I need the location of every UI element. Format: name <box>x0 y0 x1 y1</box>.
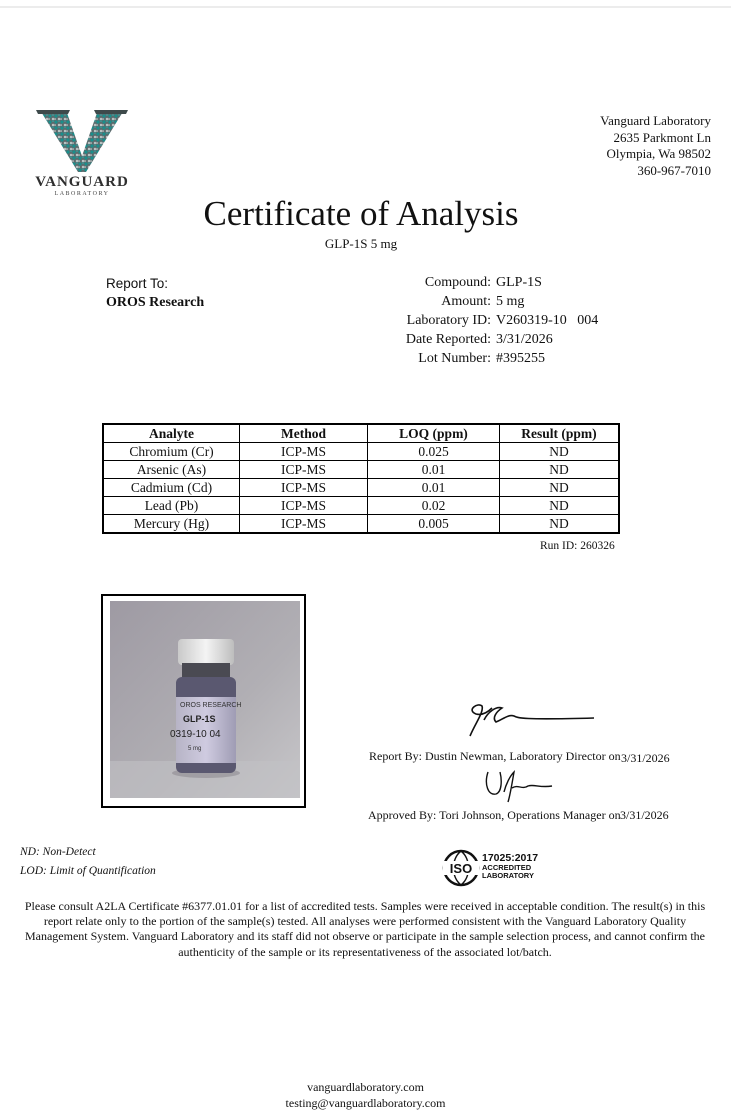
info-row-date-reported <box>350 330 598 349</box>
loq-cell: 0.005 <box>368 515 500 534</box>
sample-photo-frame <box>101 594 306 808</box>
analyte-cell: Arsenic (As) <box>103 461 240 479</box>
result-cell: ND <box>500 497 620 515</box>
report-to-block <box>106 274 204 312</box>
iso-accreditation-mark <box>441 849 541 887</box>
approved-by-date: 3/31/2026 <box>620 808 669 822</box>
method-cell: ICP-MS <box>240 515 368 534</box>
vanguard-v-icon <box>30 108 134 174</box>
top-border-line <box>0 6 731 8</box>
lab-city: Olympia, Wa 98502 <box>606 146 711 161</box>
info-value: #395255 <box>496 351 545 366</box>
info-row-compound <box>350 273 598 292</box>
lab-address <box>600 113 711 179</box>
info-value: 3/31/2026 <box>496 332 553 347</box>
info-label: Compound: <box>424 275 491 290</box>
dustin-newman-signature-icon <box>462 700 602 746</box>
loq-cell: 0.025 <box>368 443 500 461</box>
legend-lod: LOD: Limit of Quantification <box>20 865 156 877</box>
column-header-method: Method <box>240 424 368 443</box>
report-to-label: Report To: <box>106 276 169 291</box>
method-cell: ICP-MS <box>240 443 368 461</box>
loq-cell: 0.01 <box>368 479 500 497</box>
column-header-loq: LOQ (ppm) <box>368 424 500 443</box>
method-cell: ICP-MS <box>240 497 368 515</box>
vial-size-text: 5 mg <box>188 746 202 752</box>
info-label: Lot Number: <box>418 351 491 366</box>
result-cell: ND <box>500 443 620 461</box>
table-row <box>103 461 619 479</box>
vial-product-text: GLP-1S <box>183 714 216 724</box>
analyte-results-table <box>102 423 620 534</box>
vial-brand-text: OROS RESEARCH <box>180 702 242 709</box>
iso-standard: 17025:2017 <box>482 852 539 864</box>
info-label: Laboratory ID: <box>406 313 491 328</box>
report-to-organization: OROS Research <box>106 295 205 310</box>
sample-vial-photo <box>110 601 300 798</box>
result-cell: ND <box>500 461 620 479</box>
vial-lot-text: 0319-10 04 <box>170 729 221 740</box>
method-cell: ICP-MS <box>240 461 368 479</box>
vanguard-logo <box>30 108 134 200</box>
legend-nd: ND: Non-Detect <box>20 846 96 858</box>
analyte-cell: Cadmium (Cd) <box>103 479 240 497</box>
analyte-cell: Mercury (Hg) <box>103 515 240 534</box>
page-subtitle: GLP-1S 5 mg <box>324 236 398 251</box>
info-row-lot-number <box>350 349 598 368</box>
table-row <box>103 497 619 515</box>
lab-street: 2635 Parkmont Ln <box>613 129 711 145</box>
table-header-row <box>103 424 619 443</box>
info-label: Date Reported: <box>405 332 491 347</box>
loq-cell: 0.02 <box>368 497 500 515</box>
info-row-laboratory-id <box>350 311 598 330</box>
column-header-result: Result (ppm) <box>500 424 620 443</box>
page-title: Certificate of Analysis <box>203 194 519 233</box>
result-cell: ND <box>500 479 620 497</box>
analyte-cell: Chromium (Cr) <box>103 443 240 461</box>
report-by-text: Report By: Dustin Newman, Laboratory Director on <box>369 749 621 763</box>
info-value: 5 mg <box>496 294 525 309</box>
lab-phone: 360-967-7010 <box>637 162 711 178</box>
disclaimer-text: Please consult A2LA Certificate #6377.01.01 for a list of accredited tests. Samples were received in acceptable condition. The result(s) in this report relate only to the portion of the sample(s) tested. All analyses were performed consistent with the Vanguard Laboratory Quality Management System. Vanguard Laboratory and its staff did not observe or participate in the sample selection process, and cannot confirm the authenticity of the sample or its representativeness of the associated lot/batch. <box>24 899 706 959</box>
table-row <box>103 479 619 497</box>
iso-logo-icon <box>441 849 481 887</box>
info-label: Amount: <box>441 294 491 309</box>
sample-info-block <box>350 273 598 368</box>
analyte-cell: Lead (Pb) <box>103 497 240 515</box>
footer-contact <box>0 1080 731 1111</box>
report-by-date: 3/31/2026 <box>621 751 670 765</box>
info-row-amount <box>350 292 598 311</box>
column-header-analyte: Analyte <box>103 424 240 443</box>
result-cell: ND <box>500 515 620 534</box>
iso-accredited-line2: LABORATORY <box>482 871 534 880</box>
info-value: GLP-1S <box>496 275 542 290</box>
lab-name: Vanguard Laboratory <box>600 113 711 128</box>
logo-wordmark: VANGUARD <box>35 174 129 190</box>
footer-email[interactable]: testing@vanguardlaboratory.com <box>285 1095 446 1110</box>
method-cell: ICP-MS <box>240 479 368 497</box>
loq-cell: 0.01 <box>368 461 500 479</box>
svg-text:ISO: ISO <box>449 861 473 876</box>
table-row <box>103 515 619 534</box>
run-id: Run ID: 260326 <box>540 540 615 552</box>
iso-accredited-line1: ACCREDITED <box>482 863 532 872</box>
footer-website[interactable]: vanguardlaboratory.com <box>307 1080 424 1094</box>
info-value: V260319-10 004 <box>496 313 599 328</box>
tori-johnson-signature-icon <box>482 766 562 806</box>
abbreviation-legend <box>20 843 156 881</box>
logo-subtitle: LABORATORY <box>54 191 110 197</box>
approved-by-text: Approved By: Tori Johnson, Operations Manager on <box>368 808 621 822</box>
table-row <box>103 443 619 461</box>
